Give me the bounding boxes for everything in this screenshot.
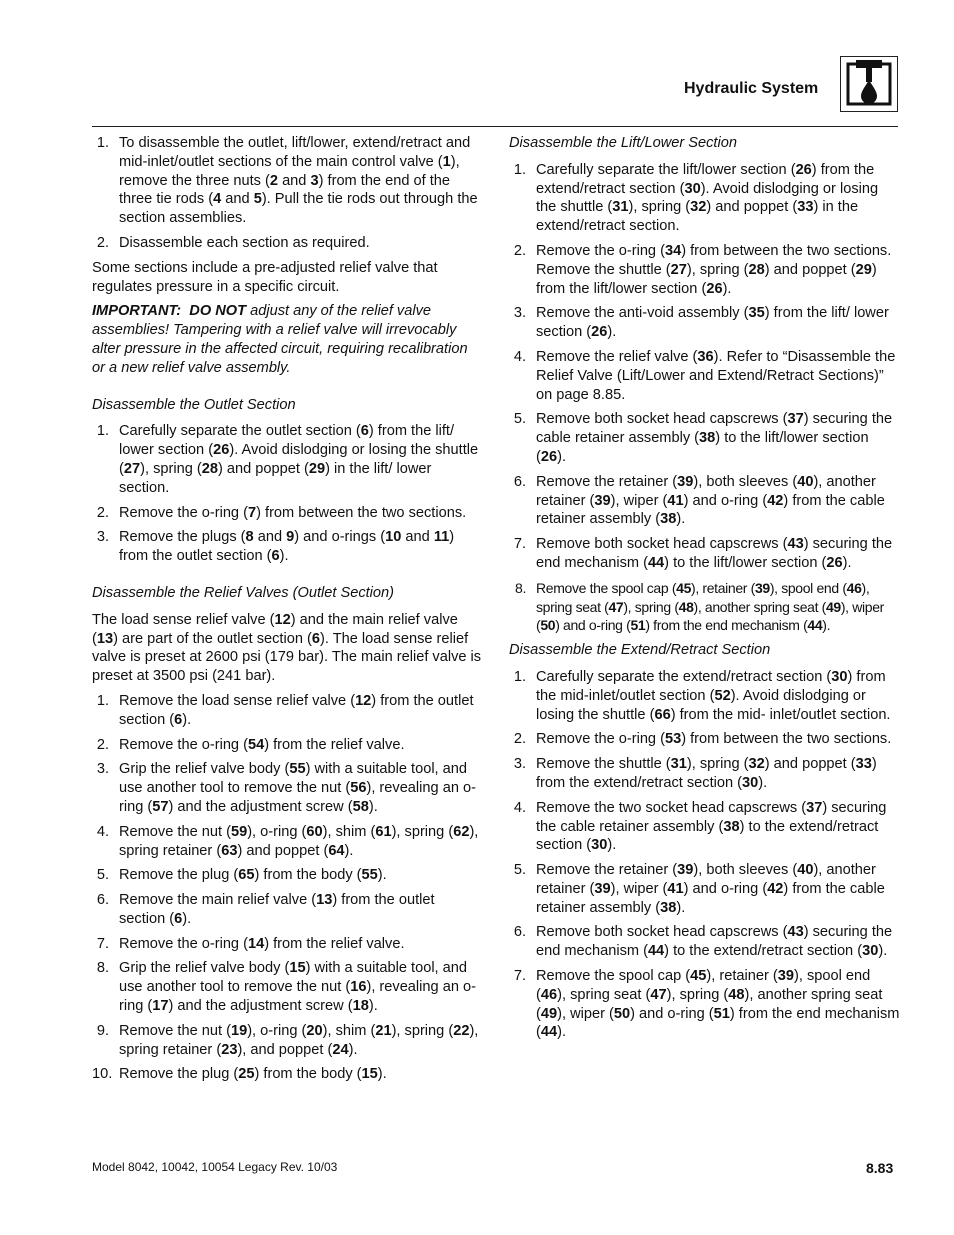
step-number: 3.: [96, 761, 109, 778]
step-text: Remove the o-ring (54) from the relief valve.: [119, 736, 405, 753]
intro-steps: [92, 134, 484, 253]
outlet-steps: [92, 422, 484, 566]
list-item: [509, 668, 901, 724]
list-item: [92, 823, 484, 861]
list-item: [92, 1022, 484, 1060]
step-number: 3.: [96, 529, 109, 546]
step-text: Remove both socket head capscrews (43) securing the end mechanism (44) to the extend/retract section (30).: [536, 924, 893, 960]
list-item: [509, 242, 901, 298]
step-number: 1.: [96, 135, 109, 151]
step-number: 5.: [96, 867, 109, 884]
list-item: [509, 161, 901, 236]
step-number: 1.: [96, 423, 109, 440]
step-number: 7.: [513, 536, 526, 553]
lift-lower-steps: [509, 161, 901, 635]
step-number: 1.: [513, 668, 526, 685]
relief-valve-note: Some sections include a pre-adjusted relief valve that regulates pressure in a specific circuit.: [92, 259, 438, 295]
step-number: 10.: [92, 1066, 113, 1083]
list-item: [92, 692, 484, 730]
list-item: [509, 535, 901, 573]
step-number: 7.: [513, 968, 526, 985]
step-text: Disassemble each section as required.: [119, 234, 370, 251]
list-item: [92, 528, 484, 566]
step-text: To disassemble the outlet, lift/lower, extend/retract and mid-inlet/outlet sections of the main control valve (1), remove the three nuts (2 and 3) from the end of the three tie rods (4 and 5). Pull the tie rods out through the section assemblies.: [119, 135, 478, 227]
step-text: Remove the main relief valve (13) from the outlet section (6).: [119, 892, 435, 927]
step-number: 8.: [515, 579, 526, 596]
lift-lower-heading: Disassemble the Lift/Lower Section: [509, 135, 737, 151]
important-warning: IMPORTANT: DO NOT adjust any of the relief valve assemblies! Tampering with a relief valve will irrevocably alter pressure in the affected circuit, requiring recalibration or a new relief valve assembly.: [92, 303, 468, 376]
step-text: Remove the plugs (8 and 9) and o-rings (10 and 11) from the outlet section (6).: [119, 529, 455, 565]
list-item: [509, 473, 901, 529]
step-text: Remove the relief valve (36). Refer to “Disassemble the Relief Valve (Lift/Lower and Extend/Retract Sections)” on page 8.85.: [536, 348, 896, 403]
step-number: 9.: [96, 1022, 109, 1039]
relief-valves-heading: Disassemble the Relief Valves (Outlet Section): [92, 584, 395, 601]
step-text: Remove the anti-void assembly (35) from the lift/ lower section (26).: [536, 305, 889, 341]
step-number: 3.: [513, 756, 526, 773]
list-item: [92, 234, 484, 253]
step-number: 2.: [513, 731, 526, 748]
step-text: Remove the o-ring (34) from between the two sections. Remove the shuttle (27), spring (28) and poppet (29) from the lift/lower section (26).: [536, 242, 892, 297]
step-text: Remove the retainer (39), both sleeves (40), another retainer (39), wiper (41) and o-ring (42) from the cable retainer assembly (38).: [536, 473, 885, 528]
list-item: [509, 923, 901, 961]
list-item: [92, 736, 484, 755]
list-item: [509, 799, 901, 855]
list-item: [509, 410, 901, 466]
extend-retract-steps: [509, 668, 901, 1042]
footer-model: Model 8042, 10042, 10054 Legacy Rev. 10/03: [92, 1160, 338, 1174]
list-item: [92, 760, 484, 816]
list-item: [509, 755, 901, 793]
hydraulic-system-icon: [840, 56, 898, 112]
step-text: Remove the nut (19), o-ring (20), shim (21), spring (22), spring retainer (23), and poppet (24).: [119, 1022, 479, 1058]
step-text: Remove the load sense relief valve (12) from the outlet section (6).: [119, 692, 474, 728]
list-item: [509, 579, 901, 635]
list-item: [509, 304, 901, 342]
step-text: Remove the spool cap (45), retainer (39), spool end (46), spring seat (47), spring (48), another spring seat (49), wiper (50) and o-ring (51) from the end mechanism (44).: [536, 968, 900, 1041]
page-number: 8.83: [866, 1160, 894, 1176]
right-column: [509, 134, 901, 1048]
step-text: Remove the o-ring (14) from the relief valve.: [119, 935, 405, 952]
step-text: Remove the o-ring (7) from between the two sections.: [119, 504, 467, 521]
step-text: Remove the retainer (39), both sleeves (40), another retainer (39), wiper (41) and o-ring (42) from the cable retainer assembly (38).: [536, 862, 885, 916]
list-item: [509, 348, 901, 404]
list-item: [92, 1065, 484, 1084]
step-number: 2.: [96, 504, 109, 521]
header-rule: [92, 126, 898, 127]
step-number: 6.: [513, 473, 526, 490]
relief-steps: [92, 692, 484, 1084]
step-number: 6.: [96, 892, 109, 909]
list-item: [92, 866, 484, 885]
outlet-section-heading: Disassemble the Outlet Section: [92, 396, 296, 413]
step-text: Remove both socket head capscrews (37) securing the cable retainer assembly (38) to the lift/lower section (26).: [536, 411, 893, 465]
step-number: 8.: [96, 960, 109, 977]
step-number: 5.: [513, 411, 526, 428]
step-text: Remove the shuttle (31), spring (32) and poppet (33) from the extend/retract section (30).: [536, 756, 877, 791]
list-item: [509, 730, 901, 749]
list-item: [509, 967, 901, 1042]
step-text: Remove the spool cap (45), retainer (39), spool end (46), spring seat (47), spring (48), another spring seat (49), wiper (50) and o-ring (51) from the end mechanism (44).: [536, 579, 884, 634]
section-title: Hydraulic System: [684, 80, 819, 97]
step-text: Grip the relief valve body (15) with a suitable tool, and use another tool to remove the nut (16), revealing an o-ring (17) and the adjustment screw (18).: [119, 960, 476, 1015]
step-number: 2.: [96, 234, 109, 251]
list-item: [92, 504, 484, 523]
step-number: 4.: [513, 799, 526, 816]
list-item: [92, 935, 484, 954]
step-text: Remove the two socket head capscrews (37) securing the cable retainer assembly (38) to the extend/retract section (30).: [536, 799, 887, 854]
relief-valves-intro: The load sense relief valve (12) and the main relief valve (13) are part of the outlet section (6). The load sense relief valve is preset at 2600 psi (179 bar). The main relief valve is preset at 3500 psi (241 bar).: [92, 611, 482, 685]
step-text: Carefully separate the extend/retract section (30) from the mid-inlet/outlet section (52). Avoid dislodging or losing the shuttle (66) from the mid- inlet/outlet section.: [536, 668, 891, 723]
step-number: 5.: [513, 862, 526, 879]
step-text: Grip the relief valve body (55) with a suitable tool, and use another tool to remove the nut (56), revealing an o-ring (57) and the adjustment screw (58).: [119, 761, 476, 815]
step-text: Remove both socket head capscrews (43) securing the end mechanism (44) to the lift/lower section (26).: [536, 536, 893, 571]
list-item: [92, 959, 484, 1015]
extend-retract-heading: Disassemble the Extend/Retract Section: [509, 642, 771, 659]
step-number: 4.: [513, 348, 526, 365]
step-text: Remove the plug (25) from the body (15).: [119, 1066, 387, 1083]
step-text: Remove the nut (59), o-ring (60), shim (61), spring (62), spring retainer (63) and poppet (64).: [119, 823, 479, 859]
step-number: 2.: [513, 242, 526, 259]
step-number: 1.: [513, 161, 526, 178]
step-number: 3.: [513, 305, 526, 322]
left-column: [92, 134, 484, 1090]
list-item: [92, 891, 484, 929]
list-item: [509, 861, 901, 917]
step-text: Carefully separate the outlet section (6) from the lift/ lower section (26). Avoid dislodging or losing the shuttle (27), spring (28) and poppet (29) in the lift/ lower section.: [119, 423, 479, 496]
step-number: 2.: [96, 736, 109, 753]
list-item: [92, 422, 484, 497]
step-number: 6.: [513, 924, 526, 941]
step-number: 7.: [96, 935, 109, 952]
step-text: Remove the o-ring (53) from between the two sections.: [536, 731, 892, 748]
step-number: 1.: [96, 692, 109, 709]
list-item: [92, 134, 484, 228]
step-text: Carefully separate the lift/lower section (26) from the extend/retract section (30). Avoid dislodging or losing the shuttle (31), spring (32) and poppet (33) in the extend/retract section.: [536, 161, 879, 235]
step-text: Remove the plug (65) from the body (55).: [119, 867, 387, 884]
step-number: 4.: [96, 823, 109, 840]
